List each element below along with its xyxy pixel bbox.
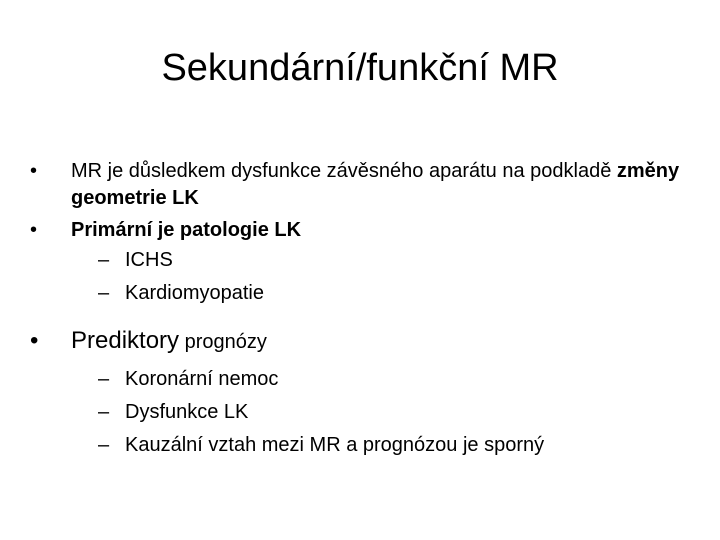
bullet-item-1 bbox=[30, 158, 690, 212]
sub-item-dysfunkce-lk bbox=[30, 396, 690, 429]
bullet-3-large-text: Prediktory bbox=[71, 327, 180, 354]
dash-icon: – bbox=[98, 368, 110, 390]
bullet-item-3 bbox=[30, 324, 690, 359]
bullet-dot-icon: • bbox=[30, 160, 38, 182]
sub-item-label: Kardiomyopatie bbox=[125, 282, 264, 304]
slide-title: Sekundární/funkční MR bbox=[161, 47, 559, 89]
dash-icon: – bbox=[98, 282, 110, 304]
sub-item-kardiomyopatie bbox=[30, 277, 690, 310]
bullet-1-bold-text: změny geometrie LK bbox=[71, 160, 680, 209]
bullet-dot-icon: • bbox=[30, 327, 39, 354]
sub-item-label: Dysfunkce LK bbox=[125, 401, 249, 423]
dash-icon: – bbox=[98, 401, 110, 423]
sub-item-label: ICHS bbox=[125, 249, 173, 271]
slide-content bbox=[30, 158, 690, 462]
bullet-1-text: MR je důsledkem dysfunkce závěsného aparátu na podkladě bbox=[71, 160, 617, 182]
bullet-2-bold-text: Primární je patologie LK bbox=[71, 219, 302, 241]
bullet-3-tail-text: prognózy bbox=[179, 331, 267, 353]
bullet-item-2 bbox=[30, 217, 690, 244]
sub-item-kauzalni-vztah bbox=[30, 429, 690, 462]
sub-item-label: Kauzální vztah mezi MR a prognózou je sporný bbox=[125, 434, 545, 456]
bullet-dot-icon: • bbox=[30, 219, 38, 241]
dash-icon: – bbox=[98, 249, 110, 271]
dash-icon: – bbox=[98, 434, 110, 456]
sub-item-koronarni-nemoc bbox=[30, 363, 690, 396]
sub-item-label: Koronární nemoc bbox=[125, 368, 279, 390]
sub-item-ichs bbox=[30, 244, 690, 277]
